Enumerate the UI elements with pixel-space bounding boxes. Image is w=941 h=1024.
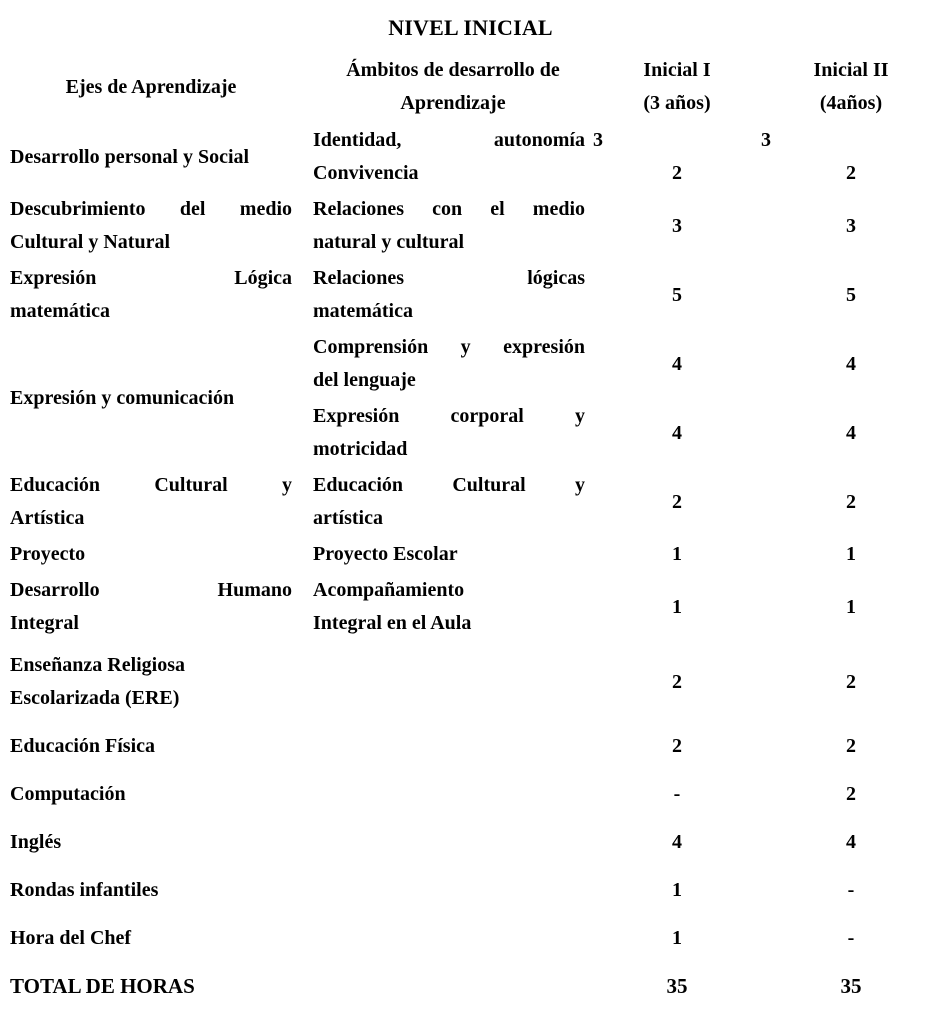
- cell-line: 5: [672, 283, 682, 306]
- cell-line: Proyecto Escolar: [313, 543, 458, 565]
- cell-line: natural y cultural: [313, 231, 465, 253]
- cell-line: motricidad: [313, 438, 408, 460]
- cell-line: 4: [846, 831, 856, 853]
- table-row: [0, 573, 941, 642]
- cell-line: Educación Cultural y: [10, 474, 292, 496]
- cell-line: Convivencia: [313, 162, 419, 184]
- inicial1-cell: [593, 330, 761, 399]
- cell-line: 3: [761, 129, 771, 151]
- cell-line: Relaciones lógicas: [313, 267, 585, 289]
- cell-line: Cultural y Natural: [10, 231, 170, 253]
- inicial1-cell: [593, 915, 761, 963]
- cell-line: matemática: [313, 300, 413, 322]
- eje-cell: [0, 573, 313, 642]
- inicial2-cell: [761, 261, 941, 330]
- inicial2-cell: [761, 915, 941, 963]
- header-line: Ejes de Aprendizaje: [65, 75, 237, 98]
- cell-line: Rondas infantiles: [10, 879, 159, 901]
- eje-cell: [0, 192, 313, 261]
- table-row: [0, 330, 941, 399]
- eje-cell: [0, 963, 593, 1011]
- inicial2-cell: [761, 468, 941, 537]
- ambito-cell: [313, 123, 593, 192]
- cell-line: 2: [672, 670, 682, 693]
- schedule-table: [0, 54, 941, 1011]
- eje-cell: [0, 123, 313, 192]
- table-row: [0, 123, 941, 192]
- cell-line: Enseñanza Religiosa Escolarizada (ERE): [10, 654, 186, 709]
- cell-line: 3: [593, 129, 603, 151]
- eje-cell: [0, 642, 593, 723]
- cell-line: Inglés: [10, 831, 62, 853]
- table-row: [0, 771, 941, 819]
- cell-line: 4: [846, 421, 856, 444]
- inicial2-cell: [761, 642, 941, 723]
- table-row: [0, 468, 941, 537]
- cell-line: Hora del Chef: [10, 927, 132, 949]
- cell-line: Descubrimiento del medio: [10, 198, 292, 220]
- inicial1-cell: [593, 723, 761, 771]
- eje-cell: [0, 723, 593, 771]
- cell-line: -: [847, 927, 855, 949]
- inicial2-cell: [761, 192, 941, 261]
- ambito-cell: [313, 468, 593, 537]
- eje-cell: [0, 915, 593, 963]
- inicial2-cell: [761, 771, 941, 819]
- cell-line: TOTAL DE HORAS: [10, 974, 195, 998]
- inicial1-cell: [593, 819, 761, 867]
- cell-line: 2: [846, 162, 856, 184]
- ambito-cell: [313, 261, 593, 330]
- cell-line: Educación Física: [10, 735, 156, 757]
- cell-line: 3: [672, 214, 682, 237]
- cell-line: Expresión corporal y: [313, 405, 585, 427]
- table-row: [0, 867, 941, 915]
- eje-cell: [0, 261, 313, 330]
- header-line: (3 años): [643, 92, 711, 114]
- header-ejes: [0, 54, 313, 123]
- cell-line: 1: [672, 927, 682, 949]
- cell-line: 1: [672, 595, 682, 618]
- table-body: [0, 123, 941, 1011]
- inicial2-cell: [761, 123, 941, 192]
- cell-line: Desarrollo Humano: [10, 579, 292, 601]
- eje-cell: [0, 819, 593, 867]
- cell-line: 4: [672, 831, 682, 853]
- header-line: Aprendizaje: [400, 92, 506, 114]
- cell-line: 2: [846, 490, 856, 513]
- table-row: [0, 915, 941, 963]
- inicial2-cell: [761, 963, 941, 1011]
- inicial2-cell: [761, 537, 941, 573]
- inicial1-cell: [593, 399, 761, 468]
- header-ambitos: [313, 54, 593, 123]
- header-inicial1: [593, 54, 761, 123]
- eje-cell: [0, 468, 313, 537]
- inicial1-cell: [593, 261, 761, 330]
- cell-line: Identidad, autonomía: [313, 129, 585, 151]
- header-line: (4años): [819, 92, 883, 114]
- ambito-cell: [313, 537, 593, 573]
- eje-cell: [0, 867, 593, 915]
- table-header: [0, 54, 941, 123]
- inicial1-cell: [593, 192, 761, 261]
- cell-line: Integral: [10, 612, 79, 634]
- cell-line: 4: [846, 352, 856, 375]
- cell-line: 2: [846, 783, 856, 805]
- cell-line: del lenguaje: [313, 369, 416, 391]
- table-row: [0, 963, 941, 1011]
- cell-line: 2: [672, 490, 682, 513]
- inicial1-cell: [593, 573, 761, 642]
- table-row: [0, 642, 941, 723]
- cell-line: Integral en el Aula: [313, 612, 472, 634]
- cell-line: 5: [846, 283, 856, 306]
- inicial2-cell: [761, 399, 941, 468]
- cell-line: Acompañamiento: [313, 579, 465, 601]
- ambito-cell: [313, 330, 593, 399]
- inicial1-cell: [593, 468, 761, 537]
- ambito-cell: [313, 192, 593, 261]
- cell-line: -: [673, 783, 681, 805]
- eje-cell: [0, 330, 313, 468]
- inicial2-cell: [761, 573, 941, 642]
- header-row: [0, 54, 941, 123]
- cell-line: Expresión y comunicación: [10, 387, 235, 409]
- ambito-cell: [313, 573, 593, 642]
- cell-line: 1: [846, 543, 856, 565]
- inicial2-cell: [761, 819, 941, 867]
- cell-line: Comprensión y expresión: [313, 336, 585, 358]
- cell-line: 2: [672, 735, 682, 757]
- header-line: Inicial II: [813, 59, 889, 81]
- inicial1-cell: [593, 963, 761, 1011]
- table-row: [0, 192, 941, 261]
- cell-line: Proyecto: [10, 543, 86, 565]
- cell-line: 2: [846, 670, 856, 693]
- table-row: [0, 537, 941, 573]
- cell-line: 2: [846, 735, 856, 757]
- cell-line: 2: [672, 162, 682, 184]
- header-line: Inicial I: [643, 59, 711, 81]
- eje-cell: [0, 771, 593, 819]
- cell-line: 35: [666, 974, 688, 998]
- inicial1-cell: [593, 642, 761, 723]
- inicial1-cell: [593, 771, 761, 819]
- inicial2-cell: [761, 330, 941, 399]
- inicial1-cell: [593, 867, 761, 915]
- cell-line: Computación: [10, 783, 126, 805]
- cell-line: 1: [672, 879, 682, 901]
- cell-line: matemática: [10, 300, 110, 322]
- eje-cell: [0, 537, 313, 573]
- cell-line: -: [847, 879, 855, 901]
- ambito-cell: [313, 399, 593, 468]
- cell-line: artística: [313, 507, 383, 529]
- cell-line: Relaciones con el medio: [313, 198, 585, 220]
- cell-line: Desarrollo personal y Social: [10, 145, 250, 168]
- table-row: [0, 723, 941, 771]
- inicial1-cell: [593, 537, 761, 573]
- cell-line: 1: [846, 595, 856, 618]
- inicial2-cell: [761, 867, 941, 915]
- document-title: NIVEL INICIAL: [388, 15, 553, 40]
- table-row: [0, 261, 941, 330]
- cell-line: 1: [672, 543, 682, 565]
- cell-line: 3: [846, 214, 856, 237]
- cell-line: Artística: [10, 507, 85, 529]
- table-row: [0, 819, 941, 867]
- inicial2-cell: [761, 723, 941, 771]
- cell-line: Expresión Lógica: [10, 267, 292, 289]
- cell-line: 4: [672, 352, 682, 375]
- header-line: Ámbitos de desarrollo de: [346, 59, 560, 81]
- header-inicial2: [761, 54, 941, 123]
- inicial1-cell: [593, 123, 761, 192]
- cell-line: 35: [840, 974, 862, 998]
- cell-line: 4: [672, 421, 682, 444]
- cell-line: Educación Cultural y: [313, 474, 585, 496]
